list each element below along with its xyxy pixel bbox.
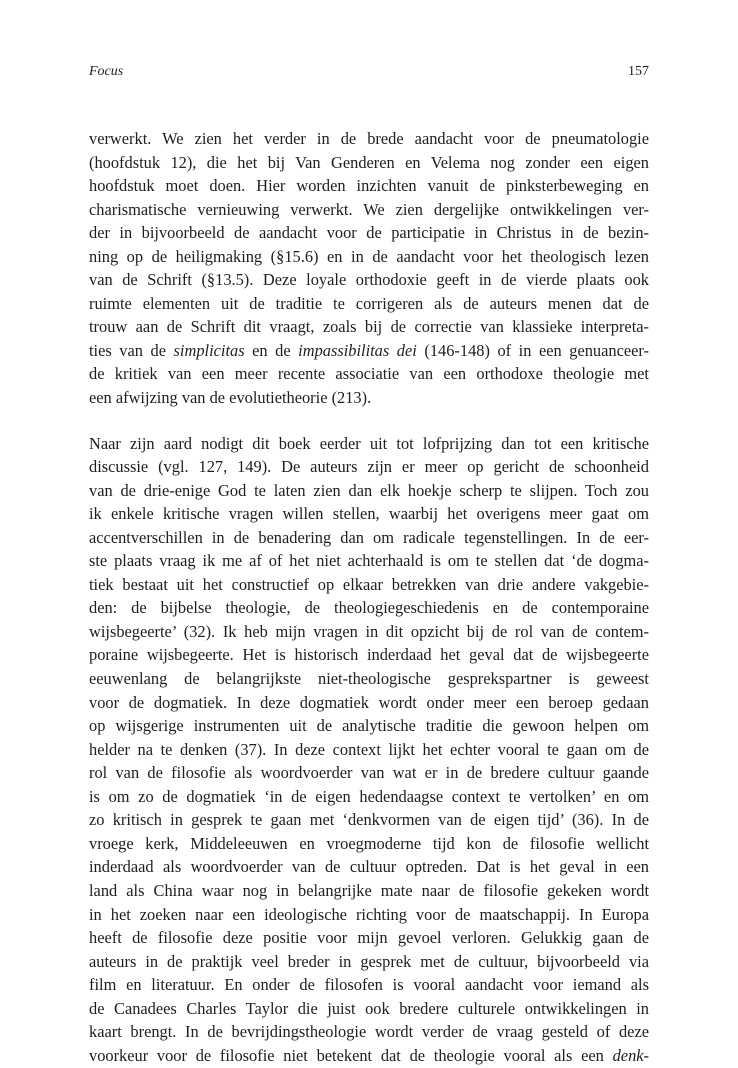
page-number: 157 <box>628 64 649 79</box>
text-line <box>89 667 649 691</box>
text-line <box>89 785 649 809</box>
paragraph <box>89 127 649 410</box>
line-text: op wijsgerige instrumenten uit de analytische traditie die gewoon helpen om <box>89 716 649 736</box>
line-text: de kritiek van een meer recente associatie van een orthodoxe theologie met <box>89 364 649 384</box>
text-line <box>89 198 649 222</box>
text-line <box>89 549 649 573</box>
text-line <box>89 526 649 550</box>
text-line <box>89 973 649 997</box>
line-text: de Canadees Charles Taylor die juist ook bredere culturele ontwikkelingen in <box>89 998 649 1018</box>
line-text: ik enkele kritische vragen willen stellen, waarbij het overigens meer gaat om <box>89 504 649 524</box>
line-text: hoofdstuk moet doen. Hier worden inzichten vanuit de pinksterbeweging en <box>89 176 649 196</box>
text-line <box>89 714 649 738</box>
line-text: wijsbegeerte’ (32). Ik heb mijn vragen in dit opzicht bij de rol van de contem- <box>89 621 649 641</box>
line-text: charismatische vernieuwing verwerkt. We zien dergelijke ontwikkelingen ver- <box>89 199 649 219</box>
text-line <box>89 808 649 832</box>
line-text: helder na te denken (37). In deze context lijkt het echter vooral te gaan om de <box>89 739 649 759</box>
text-line <box>89 127 649 151</box>
text-line <box>89 950 649 974</box>
line-text: trouw aan de Schrift dit vraagt, zoals bij de correctie van klassieke interpreta- <box>89 317 649 337</box>
text-line <box>89 386 649 410</box>
line-text: ruimte elementen uit de traditie te corrigeren als de auteurs menen dat de <box>89 293 649 313</box>
text-line <box>89 479 649 503</box>
line-text: vroege kerk, Middeleeuwen en vroegmoderne tijd kon de filosofie wellicht <box>89 833 649 853</box>
line-text: een afwijzing van de evolutietheorie (213). <box>89 388 372 408</box>
line-text: heeft de filosofie deze positie voor mijn gevoel verloren. Gelukkig gaan de <box>89 928 649 948</box>
text-line <box>89 268 649 292</box>
line-text: van de drie-enige God te laten zien dan elk hoekje scherp te slijpen. Toch zou <box>89 480 649 500</box>
line-text: film en literatuur. En onder de filosofen is vooral aandacht voor iemand als <box>89 975 649 995</box>
text-line <box>89 832 649 856</box>
line-text: discussie (vgl. 127, 149). De auteurs zijn er meer op gericht de schoonheid <box>89 457 649 477</box>
line-text: voorkeur voor de filosofie niet betekent dat de theologie vooral als een <box>89 1045 613 1065</box>
line-text: der in bijvoorbeeld de aandacht voor de participatie in Christus in de bezin- <box>89 223 649 243</box>
text-line <box>89 997 649 1021</box>
text-line <box>89 455 649 479</box>
text-line <box>89 573 649 597</box>
text-line <box>89 315 649 339</box>
text-line <box>89 1044 649 1068</box>
line-text: van de Schrift (§13.5). Deze loyale orthodoxie geeft in de vierde plaats ook <box>89 270 649 290</box>
line-text: tiek bestaat uit het constructief op elkaar betrekken van drie andere vakgebie- <box>89 574 649 594</box>
text-line <box>89 362 649 386</box>
text-line <box>89 643 649 667</box>
line-text: ties van de <box>89 340 174 360</box>
text-line <box>89 903 649 927</box>
line-text: (hoofdstuk 12), die het bij Van Genderen en Velema nog zonder een eigen <box>89 152 649 172</box>
line-text: ste plaats vraag ik me af of het niet achterhaald is om te stellen dat ‘de dogma- <box>89 551 649 571</box>
line-text: accentverschillen in de benadering dan om radicale tegenstellingen. In de eer- <box>89 527 649 547</box>
line-text: zo kritisch in gesprek te gaan met ‘denkvormen van de eigen tijd’ (36). In de <box>89 810 649 830</box>
line-text: land als China waar nog in belangrijke mate naar de filosofie gekeken wordt <box>89 880 649 900</box>
line-text: in het zoeken naar een ideologische richting voor de maatschappij. In Europa <box>89 904 649 924</box>
line-text: rol van de filosofie als woordvoerder van wat er in de bredere cultuur gaande <box>89 763 649 783</box>
body-text <box>89 127 649 1067</box>
line-text: (146-148) of in een genuanceer- <box>416 340 649 360</box>
text-line <box>89 432 649 456</box>
text-line <box>89 292 649 316</box>
line-text: ning op de heiligmaking (§15.6) en in de aandacht voor het theologisch lezen <box>89 246 649 266</box>
paragraph-gap <box>89 410 649 432</box>
line-text: is om zo de dogmatiek ‘in de eigen hedendaagse context te vertolken’ en om <box>89 786 649 806</box>
line-text: auteurs in de praktijk veel breder in gesprek met de cultuur, bijvoorbeeld via <box>89 951 649 971</box>
text-line <box>89 151 649 175</box>
text-line <box>89 174 649 198</box>
text-line <box>89 221 649 245</box>
line-text: den: de bijbelse theologie, de theologiegeschiedenis en de contemporaine <box>89 598 649 618</box>
text-line <box>89 245 649 269</box>
text-line <box>89 855 649 879</box>
section-title: Focus <box>89 64 124 79</box>
text-line <box>89 879 649 903</box>
italic-text: denk- <box>612 1045 649 1065</box>
line-text: eeuwenlang de belangrijkste niet-theologische gesprekspartner is geweest <box>89 669 649 689</box>
italic-text: simplicitas <box>173 340 245 360</box>
text-line <box>89 738 649 762</box>
line-text: inderdaad als woordvoerder van de cultuur optreden. Dat is het geval in een <box>89 857 649 877</box>
text-line <box>89 596 649 620</box>
line-text: poraine wijsbegeerte. Het is historisch inderdaad het geval dat de wijsbegeerte <box>89 645 649 665</box>
text-line <box>89 1020 649 1044</box>
text-line <box>89 761 649 785</box>
line-text: kaart brengt. In de bevrijdingstheologie wordt verder de vraag gesteld of deze <box>89 1022 649 1042</box>
italic-text: impassibilitas dei <box>298 340 417 360</box>
text-line <box>89 339 649 363</box>
running-head <box>89 64 649 84</box>
paragraph <box>89 432 649 1068</box>
line-text: Naar zijn aard nodigt dit boek eerder uit tot lofprijzing dan tot een kritische <box>89 433 649 453</box>
line-text: en de <box>244 340 299 360</box>
text-line <box>89 620 649 644</box>
text-line <box>89 502 649 526</box>
text-line <box>89 691 649 715</box>
line-text: verwerkt. We zien het verder in de brede aandacht voor de pneumatologie <box>89 129 649 148</box>
text-line <box>89 926 649 950</box>
line-text: voor de dogmatiek. In deze dogmatiek wordt onder meer een beroep gedaan <box>89 692 649 712</box>
